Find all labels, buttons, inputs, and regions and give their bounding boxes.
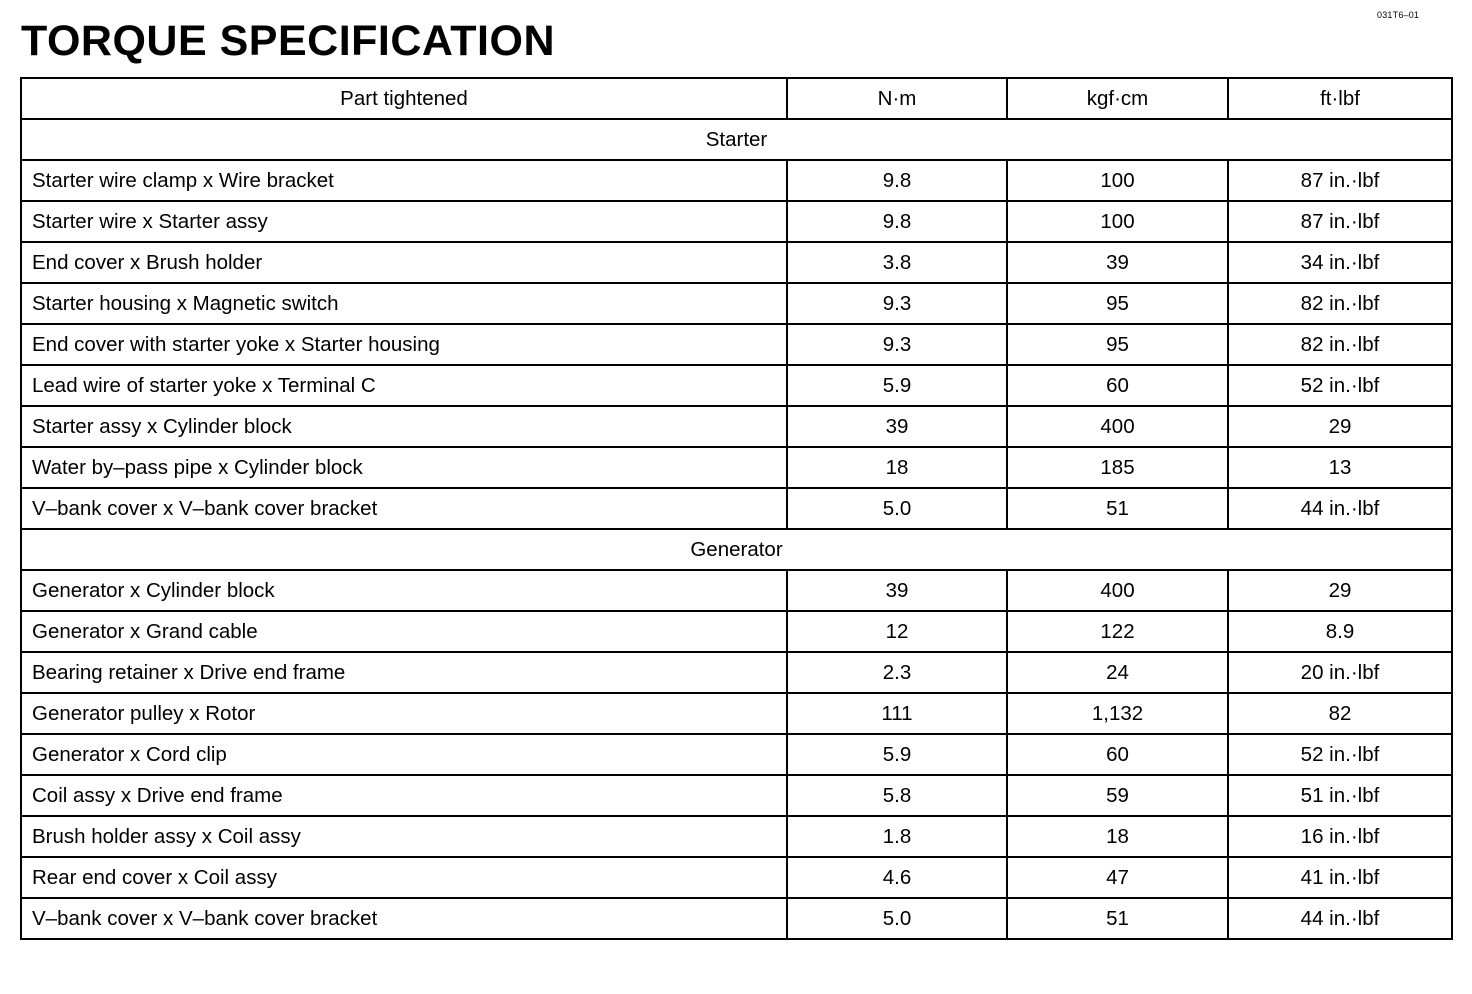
torque-table [20,77,1453,940]
ftlbf-cell: 52 in.·lbf [1228,365,1452,406]
nm-cell: 1.8 [787,816,1007,857]
ftlbf-cell: 52 in.·lbf [1228,734,1452,775]
table-row [21,365,1452,406]
part-cell: Starter housing x Magnetic switch [21,283,787,324]
nm-cell: 5.8 [787,775,1007,816]
header-row [21,78,1452,119]
ftlbf-cell: 44 in.·lbf [1228,898,1452,939]
header-part-tightened: Part tightened [21,78,787,119]
nm-cell: 9.8 [787,160,1007,201]
table-body [21,119,1452,939]
ftlbf-cell: 87 in.·lbf [1228,160,1452,201]
table-row [21,160,1452,201]
nm-cell: 12 [787,611,1007,652]
section-row [21,529,1452,570]
ftlbf-cell: 34 in.·lbf [1228,242,1452,283]
header-kgfcm: kgf·cm [1007,78,1228,119]
header-ftlbf: ft·lbf [1228,78,1452,119]
ftlbf-cell: 44 in.·lbf [1228,488,1452,529]
ftlbf-cell: 29 [1228,570,1452,611]
table-row [21,857,1452,898]
kgfcm-cell: 51 [1007,898,1228,939]
part-cell: End cover x Brush holder [21,242,787,283]
nm-cell: 3.8 [787,242,1007,283]
kgfcm-cell: 100 [1007,201,1228,242]
table-row [21,734,1452,775]
page-title: TORQUE SPECIFICATION [21,17,555,65]
kgfcm-cell: 18 [1007,816,1228,857]
header-nm: N·m [787,78,1007,119]
nm-cell: 39 [787,406,1007,447]
table-row [21,611,1452,652]
part-cell: V–bank cover x V–bank cover bracket [21,488,787,529]
nm-cell: 9.3 [787,324,1007,365]
ftlbf-cell: 82 in.·lbf [1228,283,1452,324]
ftlbf-cell: 51 in.·lbf [1228,775,1452,816]
section-row [21,119,1452,160]
document-code: 031T6–01 [1377,10,1420,20]
table-row [21,283,1452,324]
ftlbf-cell: 20 in.·lbf [1228,652,1452,693]
nm-cell: 39 [787,570,1007,611]
table-row [21,242,1452,283]
kgfcm-cell: 1,132 [1007,693,1228,734]
table-row [21,324,1452,365]
kgfcm-cell: 95 [1007,324,1228,365]
part-cell: Rear end cover x Coil assy [21,857,787,898]
part-cell: Brush holder assy x Coil assy [21,816,787,857]
table-row [21,488,1452,529]
kgfcm-cell: 400 [1007,570,1228,611]
part-cell: V–bank cover x V–bank cover bracket [21,898,787,939]
ftlbf-cell: 13 [1228,447,1452,488]
section-title: Generator [21,529,1452,570]
part-cell: Lead wire of starter yoke x Terminal C [21,365,787,406]
nm-cell: 5.0 [787,898,1007,939]
kgfcm-cell: 60 [1007,734,1228,775]
table-row [21,693,1452,734]
nm-cell: 9.8 [787,201,1007,242]
table-row [21,406,1452,447]
kgfcm-cell: 400 [1007,406,1228,447]
part-cell: Generator x Cylinder block [21,570,787,611]
ftlbf-cell: 41 in.·lbf [1228,857,1452,898]
table-row [21,201,1452,242]
table-row [21,570,1452,611]
section-title: Starter [21,119,1452,160]
part-cell: Generator x Grand cable [21,611,787,652]
part-cell: Generator pulley x Rotor [21,693,787,734]
kgfcm-cell: 47 [1007,857,1228,898]
nm-cell: 5.9 [787,734,1007,775]
kgfcm-cell: 100 [1007,160,1228,201]
table-row [21,775,1452,816]
kgfcm-cell: 24 [1007,652,1228,693]
part-cell: End cover with starter yoke x Starter housing [21,324,787,365]
ftlbf-cell: 87 in.·lbf [1228,201,1452,242]
part-cell: Water by–pass pipe x Cylinder block [21,447,787,488]
nm-cell: 9.3 [787,283,1007,324]
kgfcm-cell: 51 [1007,488,1228,529]
nm-cell: 5.0 [787,488,1007,529]
nm-cell: 5.9 [787,365,1007,406]
kgfcm-cell: 59 [1007,775,1228,816]
kgfcm-cell: 95 [1007,283,1228,324]
ftlbf-cell: 82 in.·lbf [1228,324,1452,365]
part-cell: Coil assy x Drive end frame [21,775,787,816]
part-cell: Bearing retainer x Drive end frame [21,652,787,693]
nm-cell: 18 [787,447,1007,488]
kgfcm-cell: 185 [1007,447,1228,488]
kgfcm-cell: 60 [1007,365,1228,406]
part-cell: Starter wire x Starter assy [21,201,787,242]
kgfcm-cell: 122 [1007,611,1228,652]
nm-cell: 4.6 [787,857,1007,898]
nm-cell: 111 [787,693,1007,734]
table-row [21,816,1452,857]
table-row [21,447,1452,488]
ftlbf-cell: 82 [1228,693,1452,734]
kgfcm-cell: 39 [1007,242,1228,283]
part-cell: Starter wire clamp x Wire bracket [21,160,787,201]
ftlbf-cell: 8.9 [1228,611,1452,652]
ftlbf-cell: 16 in.·lbf [1228,816,1452,857]
part-cell: Starter assy x Cylinder block [21,406,787,447]
table-row [21,652,1452,693]
nm-cell: 2.3 [787,652,1007,693]
part-cell: Generator x Cord clip [21,734,787,775]
table-row [21,898,1452,939]
ftlbf-cell: 29 [1228,406,1452,447]
